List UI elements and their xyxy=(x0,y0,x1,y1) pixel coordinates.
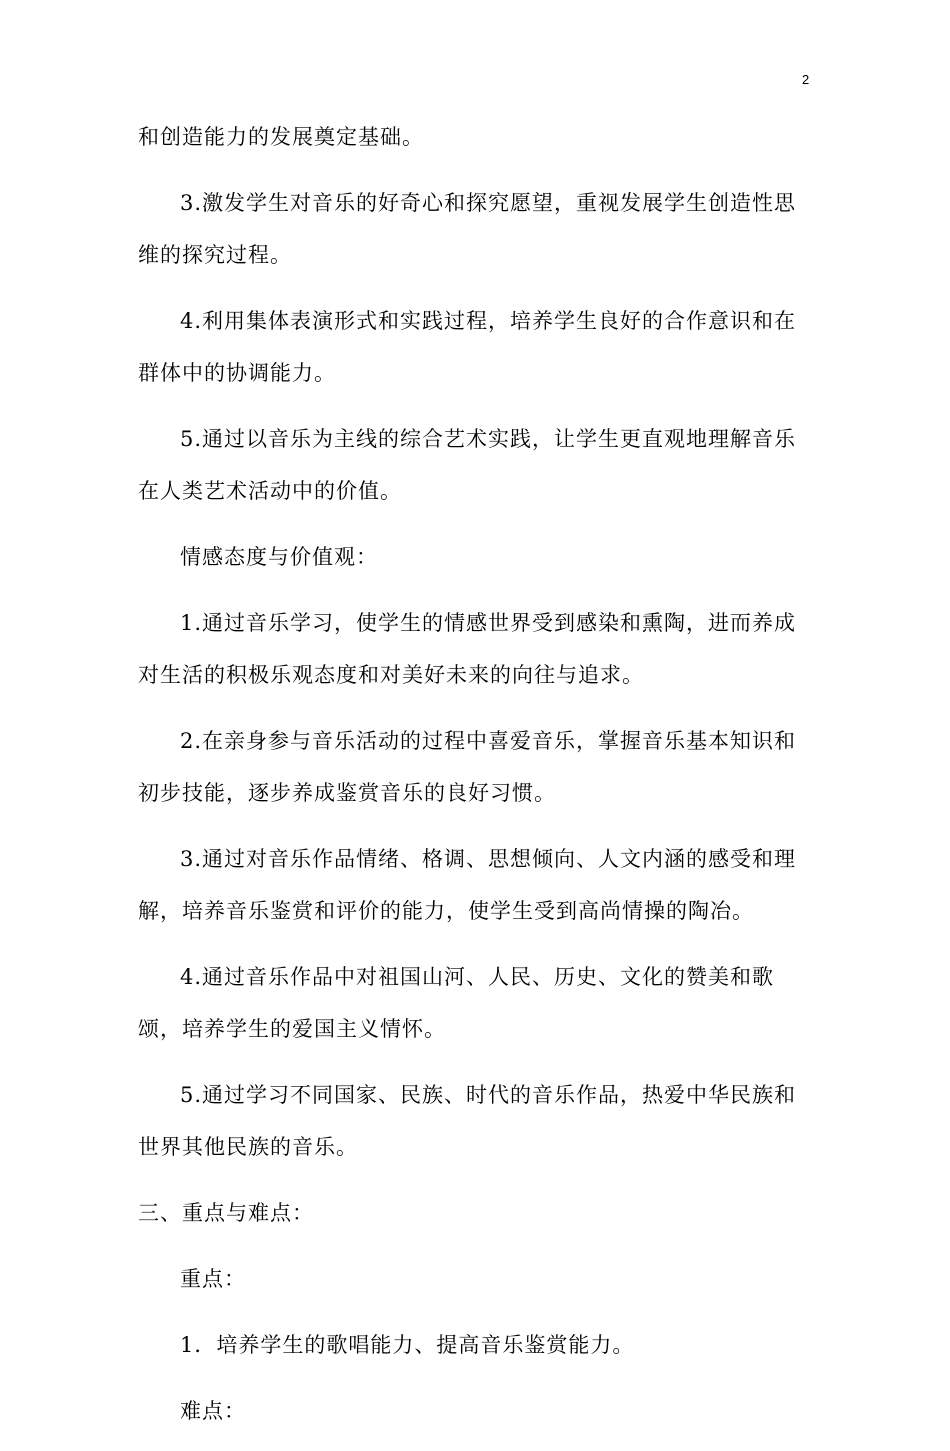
document-body xyxy=(138,111,818,1451)
paragraph-foundation: 和创造能力的发展奠定基础。 xyxy=(138,125,424,149)
paragraph-appreciation: 3.通过对音乐作品情绪、格调、思想倾向、人文内涵的感受和理解，培养音乐鉴赏和评价的能力，使学生受到高尚情操的陶冶。 xyxy=(138,847,797,923)
paragraph-curiosity: 3.激发学生对音乐的好奇心和探究愿望，重视发展学生创造性思维的探究过程。 xyxy=(138,191,797,267)
paragraph-comprehensive-art: 5.通过以音乐为主线的综合艺术实践，让学生更直观地理解音乐在人类艺术活动中的价值。 xyxy=(138,427,797,503)
page-number: 2 xyxy=(802,72,810,87)
section-subheading-emotion-values: 情感态度与价值观： xyxy=(180,545,378,569)
paragraph-key-point-1: 1．培养学生的歌唱能力、提高音乐鉴赏能力。 xyxy=(180,1333,635,1357)
paragraph-collective-performance: 4.利用集体表演形式和实践过程，培养学生良好的合作意识和在群体中的协调能力。 xyxy=(138,309,797,385)
section-heading-key-difficult: 三、重点与难点： xyxy=(138,1201,314,1225)
paragraph-emotion-world: 1.通过音乐学习，使学生的情感世界受到感染和熏陶，进而养成对生活的积极乐观态度和对美好未来的向往与追求。 xyxy=(138,611,797,687)
paragraph-love-music: 2.在亲身参与音乐活动的过程中喜爱音乐，掌握音乐基本知识和初步技能，逐步养成鉴赏音乐的良好习惯。 xyxy=(138,729,797,805)
paragraph-patriotism: 4.通过音乐作品中对祖国山河、人民、历史、文化的赞美和歌颂，培养学生的爱国主义情怀。 xyxy=(138,965,775,1041)
paragraph-world-music: 5.通过学习不同国家、民族、时代的音乐作品，热爱中华民族和世界其他民族的音乐。 xyxy=(138,1083,797,1159)
subheading-difficult-points: 难点： xyxy=(180,1399,246,1423)
subheading-key-points: 重点： xyxy=(180,1267,246,1291)
